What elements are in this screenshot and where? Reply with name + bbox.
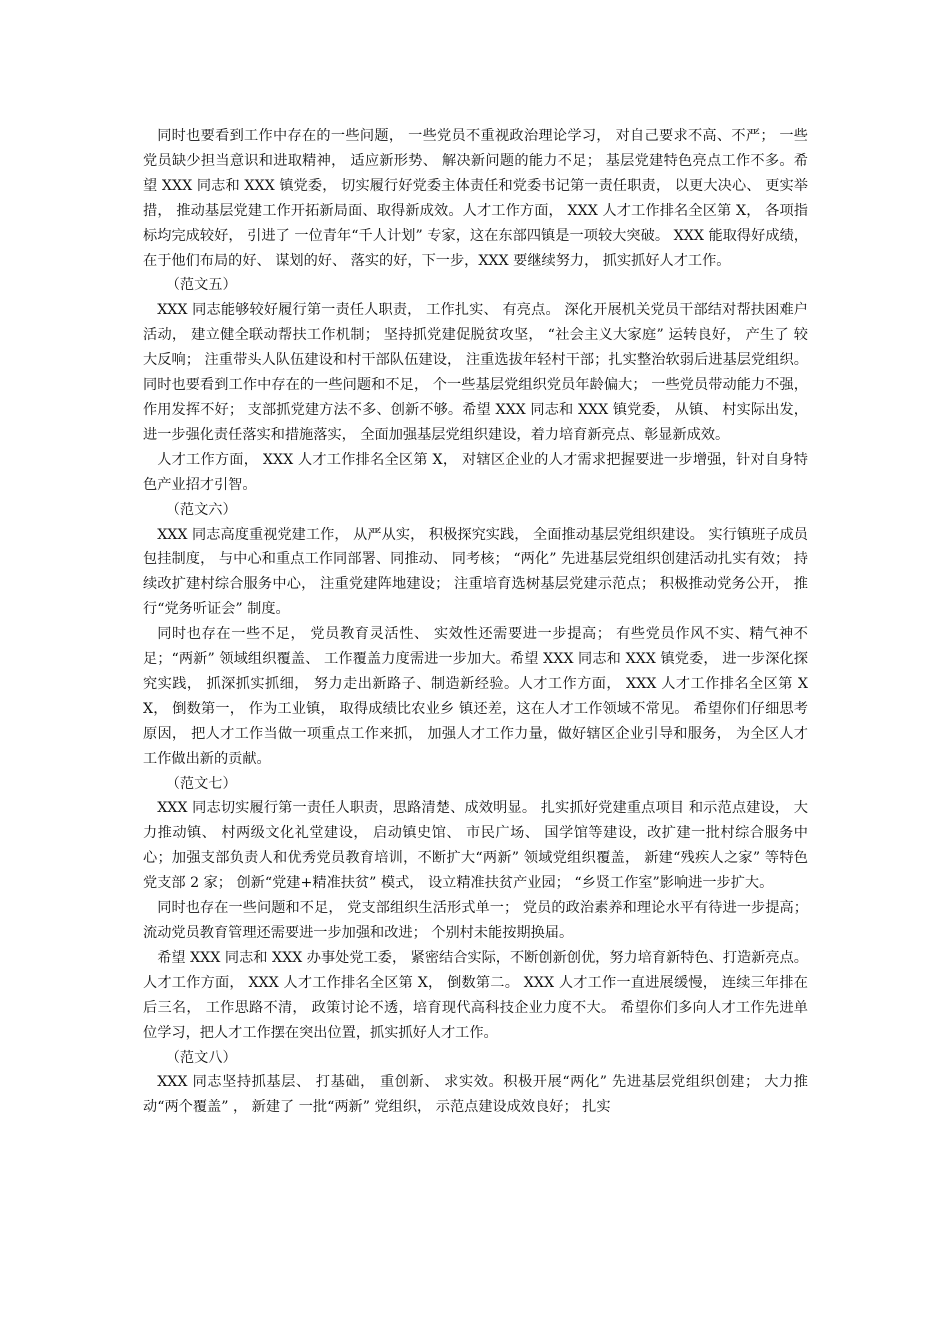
paragraph: 希望 XXX 同志和 XXX 办事处党工委， 紧密结合实际，不断创新创优，努力培育新特色、打造新亮点。人才工作方面， XXX 人才工作排名全区第 X， 倒数第二。 XXX 人才工作一直进展缓慢， 连续三年排在后三名， 工作思路不清， 政策讨论不透，培育现代高科技企业力度不大。 希望你们多向人才工作先进单位学习，把人才工作摆在突出位置，抓实抓好人才工作。 bbox=[143, 949, 808, 1041]
paragraph: XXX 同志能够较好履行第一责任人职责， 工作扎实、 有亮点。 深化开展机关党员干部结对帮扶困难户活动， 建立健全联动帮扶工作机制； 坚持抓党建促脱贫攻坚， “社会主义大家庭” 运转良好， 产生了 较大反响； 注重带头人队伍建设和村干部队伍建设， 注重选拔年轻村干部；扎实整治软弱后进基层党组织。同时也要看到工作中存在的一些问题和不足， 个一些基层党组织党员年龄偏大； 一些党员带动能力不强， 作用发挥不好； 支部抓党建方法不多、创新不够。希望 XXX 同志和 XXX 镇党委， 从镇、 村实际出发，进一步强化责任落实和措施落实， 全面加强基层党组织建设，着力培育新亮点、彰显新成效。 bbox=[143, 302, 808, 443]
paragraph: 同时也存在一些问题和不足， 党支部组织生活形式单一； 党员的政治素养和理论水平有待进一步提高；流动党员教育管理还需要进一步加强和改进； 个别村未能按期换届。 bbox=[143, 900, 808, 941]
section-heading-fanwen-7: （范文七） bbox=[165, 775, 237, 792]
paragraph: 同时也存在一些不足， 党员教育灵活性、 实效性还需要进一步提高； 有些党员作风不实、精气神不足；“两新” 领域组织覆盖、 工作覆盖力度需进一步加大。希望 XXX 同志和 XXX 镇党委， 进一步深化探究实践， 抓深抓实抓细， 努力走出新路子、制造新经验。人才工作方面， XXX 人才工作排名全区第 XX， 倒数第一， 作为工业镇， 取得成绩比农业乡 镇还差，这在人才工作领域不常见。 希望你们仔细思考原因， 把人才工作当做一项重点工作来抓， 加强人才工作力量，做好辖区企业引导和服务， 为全区人才工作做出新的贡献。 bbox=[143, 626, 808, 767]
document-page bbox=[143, 124, 808, 1120]
section-heading-fanwen-6: （范文六） bbox=[165, 501, 237, 518]
section-heading-fanwen-8: （范文八） bbox=[165, 1049, 237, 1066]
paragraph: XXX 同志坚持抓基层、 打基础， 重创新、 求实效。积极开展“两化” 先进基层党组织创建； 大力推动“两个覆盖” ， 新建了 一批“两新” 党组织， 示范点建设成效良好； 扎实 bbox=[143, 1074, 808, 1116]
paragraph: XXX 同志高度重视党建工作， 从严从实， 积极探究实践， 全面推动基层党组织建设。 实行镇班子成员包挂制度， 与中心和重点工作同部署、同推动、 同考核； “两化” 先进基层党组织创建活动扎实有效； 持续改扩建村综合服务中心， 注重党建阵地建设； 注重培育选树基层党建示范点； 积极推动党务公开， 推行“党务听证会” 制度。 bbox=[143, 526, 808, 618]
section-heading-fanwen-5: （范文五） bbox=[165, 277, 237, 294]
paragraph: XXX 同志切实履行第一责任人职责，思路清楚、成效明显。 扎实抓好党建重点项目 和示范点建设， 大力推动镇、 村两级文化礼堂建设， 启动镇史馆、 市民广场、 国学馆等建设，改扩建一批村综合服务中心；加强支部负责人和优秀党员教育培训，不断扩大“两新” 领域党组织覆盖， 新建“残疾人之家” 等特色党支部 2 家； 创新“党建+精准扶贫” 模式， 设立精准扶贫产业园； “乡贤工作室”影响进一步扩大。 bbox=[143, 800, 808, 892]
paragraph: 同时也要看到工作中存在的一些问题， 一些党员不重视政治理论学习， 对自己要求不高、不严； 一些党员缺少担当意识和进取精神， 适应新形势、 解决新问题的能力不足； 基层党建特色亮点工作不多。希望 XXX 同志和 XXX 镇党委， 切实履行好党委主体责任和党委书记第一责任职责， 以更大决心、 更实举措， 推动基层党建工作开拓新局面、取得新成效。人才工作方面， XXX 人才工作排名全区第 X， 各项指标均完成较好， 引进了 一位青年“千人计划” 专家，这在东部四镇是一项较大突破。 XXX 能取得好成绩，在于他们布局的好、 谋划的好、 落实的好，下一步，XXX 要继续努力， 抓实抓好人才工作。 bbox=[143, 128, 808, 269]
paragraph: 人才工作方面， XXX 人才工作排名全区第 X， 对辖区企业的人才需求把握要进一步增强，针对自身特色产业招才引智。 bbox=[143, 451, 808, 493]
